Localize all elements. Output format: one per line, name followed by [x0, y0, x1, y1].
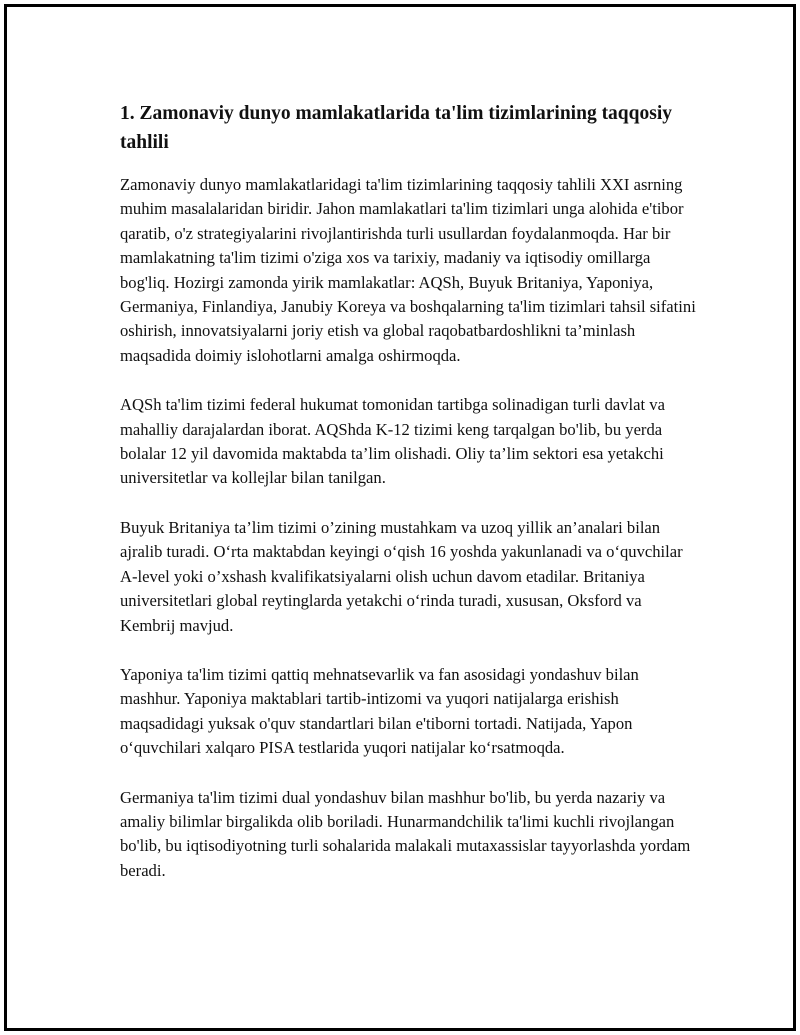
page-frame [4, 4, 796, 1031]
paragraph-japan: Yaponiya ta'lim tizimi qattiq mehnatsevarlik va fan asosidagi yondashuv bilan mashhur. Yaponiya maktablari tartib-intizomi va yuqori natijalarga erishish maqsadidagi yuksak o'quv standartlari bilan e'tiborni tortadi. Natijada, Yapon o‘quvchilari xalqaro PISA testlarida yuqori natijalar ko‘rsatmoqda. [120, 664, 639, 758]
document-body [120, 99, 700, 908]
paragraph-intro: Zamonaviy dunyo mamlakatlaridagi ta'lim tizimlarining taqqosiy tahlili XXI asrning muhim masalalaridan biridir. Jahon mamlakatlari ta'lim tizimlari unga alohida e'tibor qaratib, o'z strategiyalarini rivojlantirishda turli usullardan foydalanmoqda. Har bir mamlakatning ta'lim tizimi o'ziga xos va tarixiy, madaniy va iqtisodiy omillarga bog'liq. Hozirgi zamonda yirik mamlakatlar: AQSh, Buyuk Britaniya, Yaponiya, Germaniya, Finlandiya, Janubiy Koreya va boshqalarning ta'lim tizimlari tahsil sifatini oshirish, innovatsiyalarni joriy etish va global raqobatbardoshlikni ta’minlash maqsadida doimiy islohotlarni amalga oshirmoqda. [120, 175, 696, 365]
section-heading: 1. Zamonaviy dunyo mamlakatlarida ta'lim tizimlarining taqqosiy tahlili [120, 103, 673, 153]
paragraph-uk: Buyuk Britaniya ta’lim tizimi o’zining mustahkam va uzoq yillik an’analari bilan ajralib turadi. O‘rta maktabdan keyingi o‘qish 16 yoshda yakunlanadi va o‘quvchilar A-level yoki o’xshash kvalifikatsiyalarni olish uchun davom etadilar. Britaniya universitetlari global reytinglarda yetakchi o‘rinda turadi, xususan, Oksford va Kembrij mavjud. [120, 517, 683, 635]
paragraph-usa: AQSh ta'lim tizimi federal hukumat tomonidan tartibga solinadigan turli davlat va mahalliy darajalardan iborat. AQShda K-12 tizimi keng tarqalgan bo'lib, bu yerda bolalar 12 yil davomida maktabda ta’lim olishadi. Oliy ta’lim sektori esa yetakchi universitetlar va kollejlar bilan tanilgan. [120, 395, 665, 488]
paragraph-germany: Germaniya ta'lim tizimi dual yondashuv bilan mashhur bo'lib, bu yerda nazariy va amaliy bilimlar birgalikda olib boriladi. Hunarmandchilik ta'limi kuchli rivojlangan bo'lib, bu iqtisodiyotning turli sohalarida malakali mutaxassislar tayyorlashda yordam beradi. [120, 787, 691, 880]
